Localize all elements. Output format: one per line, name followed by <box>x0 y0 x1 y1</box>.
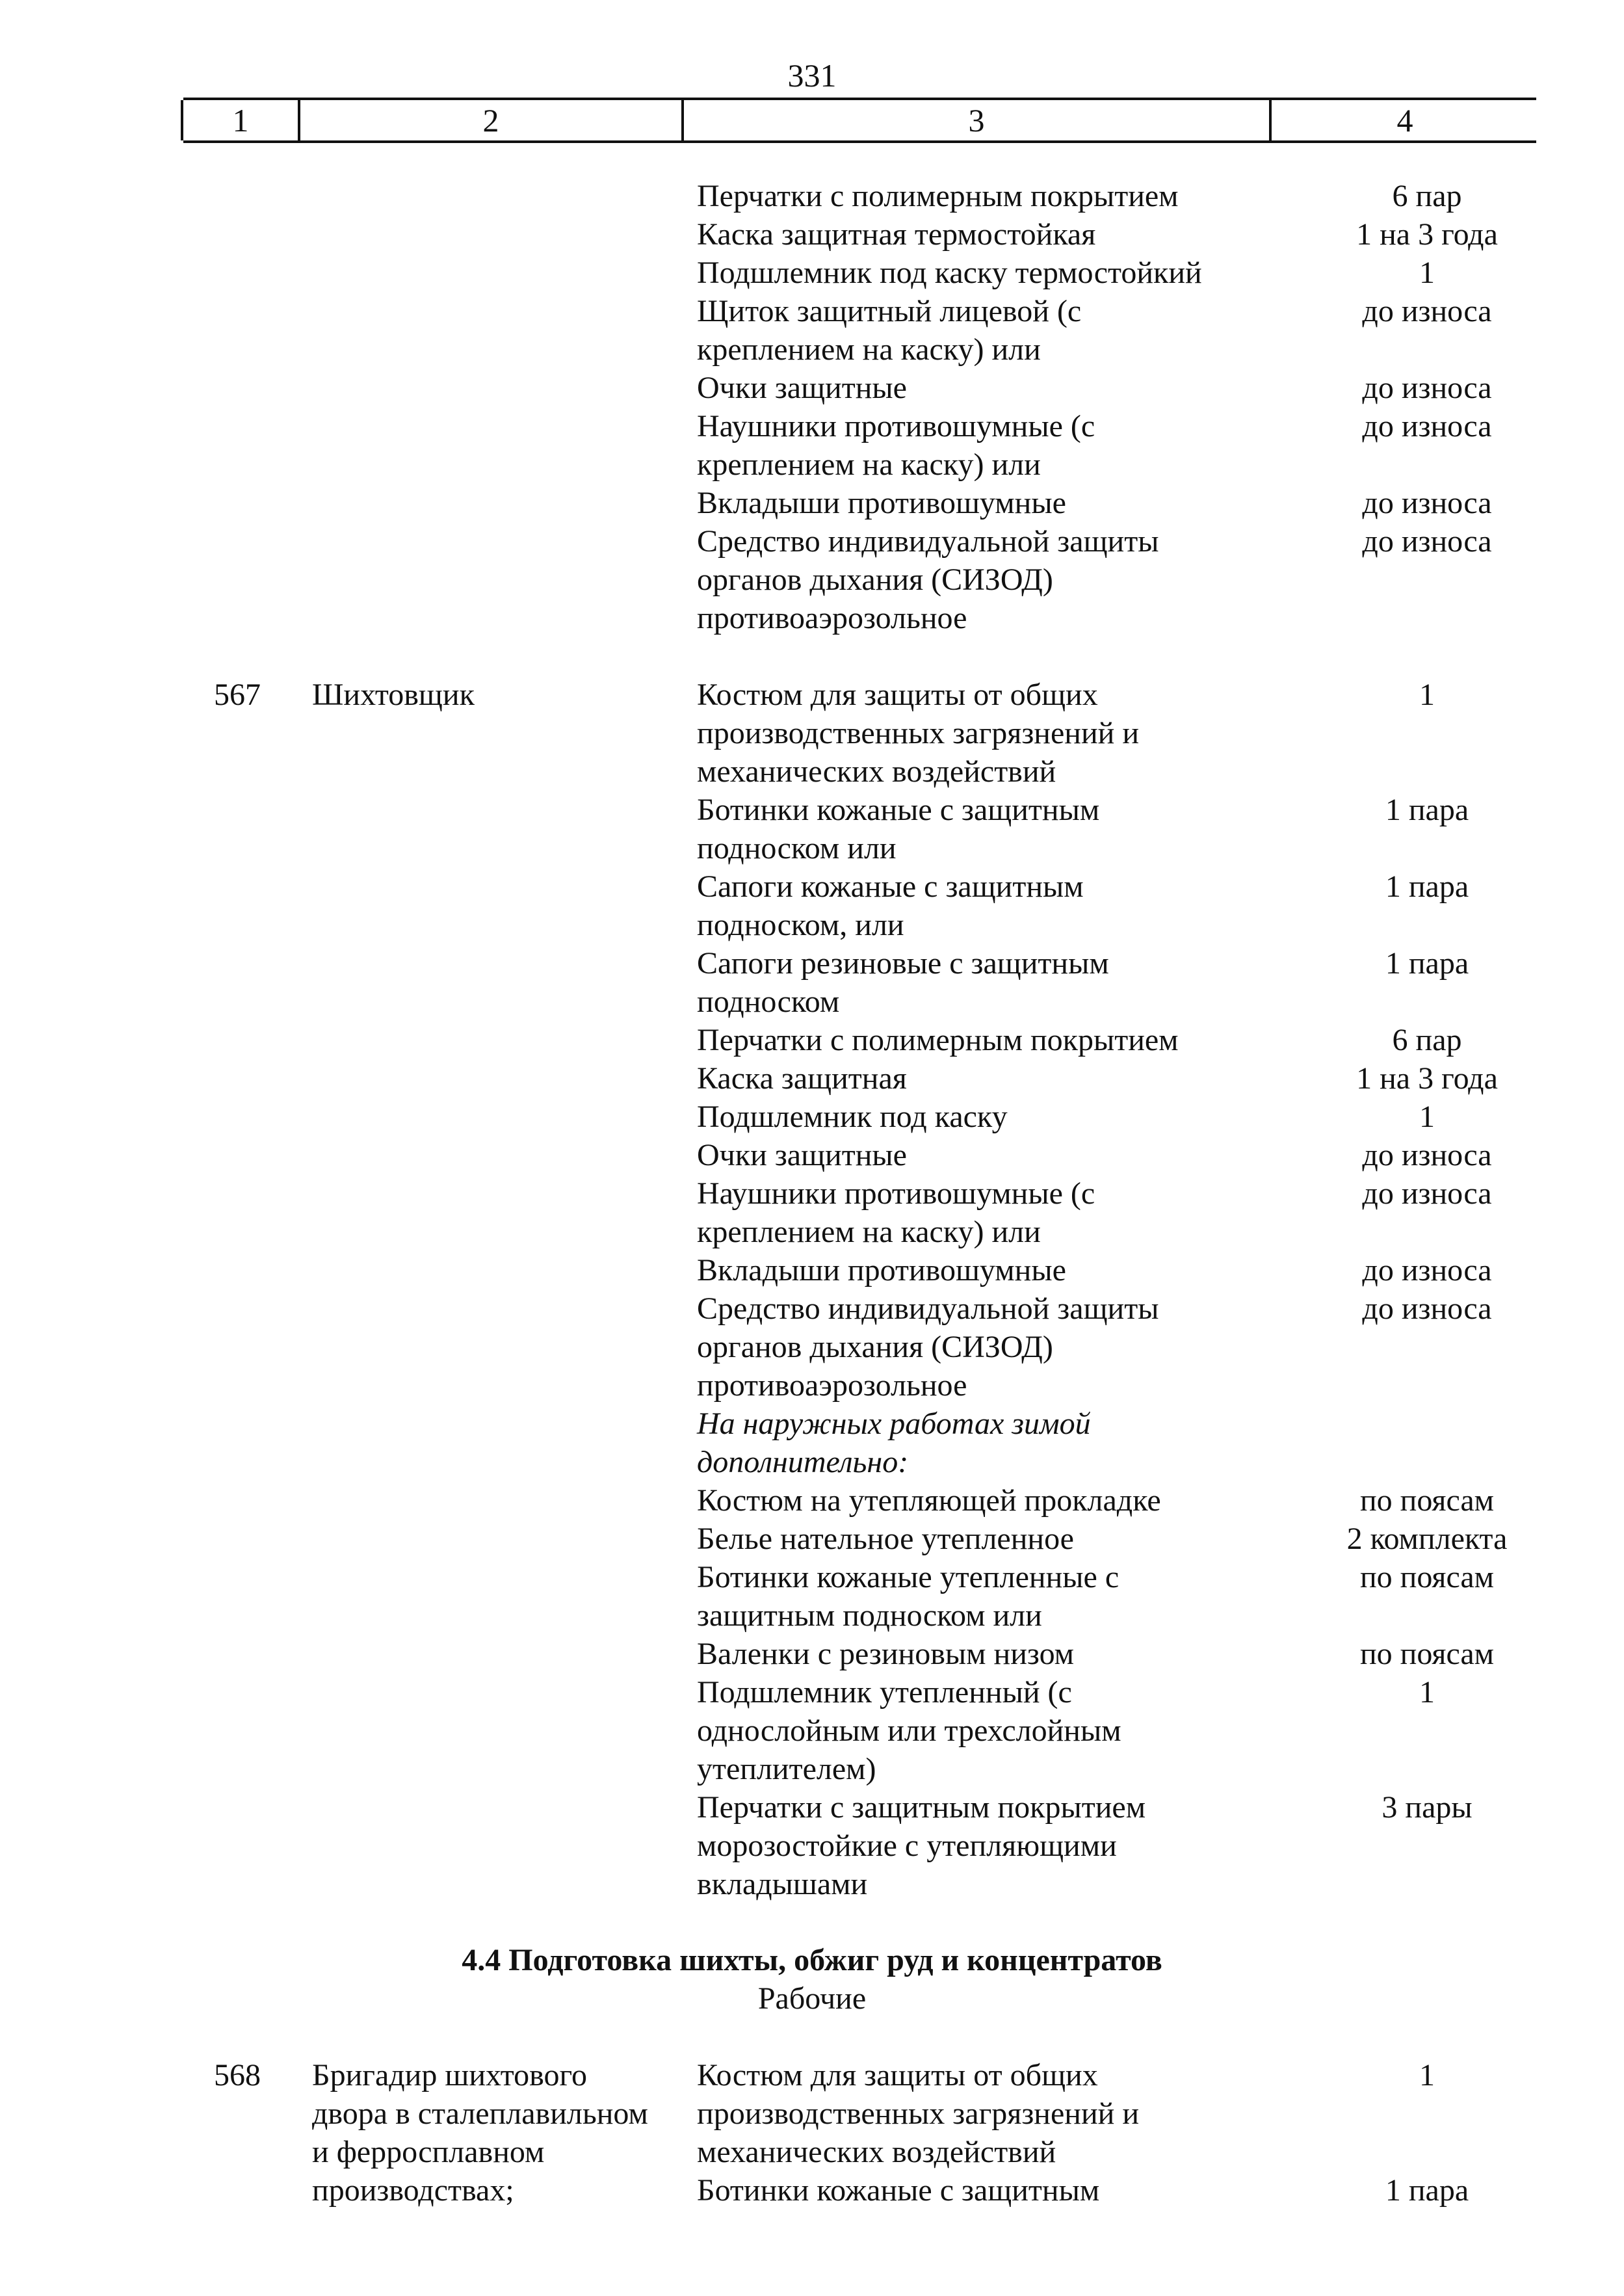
item-text: органов дыхания (СИЗОД) <box>697 562 1053 597</box>
profession-name: двора в сталеплавильном <box>312 2096 648 2131</box>
quantity: 1 <box>1419 256 1435 290</box>
quantity: 1 на 3 года <box>1356 1061 1498 1096</box>
quantity: 1 <box>1419 678 1435 712</box>
item-text: Вкладыши противошумные <box>697 1253 1066 1287</box>
item-text: Каска защитная термостойкая <box>697 217 1096 252</box>
quantity: до износа <box>1362 294 1492 328</box>
header-col-1: 1 <box>232 102 249 139</box>
quantity: до износа <box>1362 1291 1492 1326</box>
item-text: Валенки с резиновым низом <box>697 1637 1075 1671</box>
item-text: креплением на каску) или <box>697 332 1041 367</box>
page-number: 331 <box>787 57 837 94</box>
quantity: до износа <box>1362 1138 1492 1172</box>
entry-number: 568 <box>214 2058 261 2092</box>
item-text: Ботинки кожаные с защитным <box>697 2173 1100 2208</box>
quantity: 1 <box>1419 1675 1435 1709</box>
item-text: Ботинки кожаные с защитным <box>697 793 1100 827</box>
item-text: Очки защитные <box>697 371 907 405</box>
winter-note: На наружных работах зимой <box>697 1406 1091 1441</box>
quantity: по поясам <box>1359 1637 1495 1671</box>
winter-note: дополнительно: <box>697 1445 909 1479</box>
item-text: Перчатки с полимерным покрытием <box>697 1023 1179 1057</box>
profession-name: и ферросплавном <box>312 2135 545 2169</box>
item-text: Сапоги кожаные с защитным <box>697 869 1084 904</box>
quantity: 6 пар <box>1392 1023 1462 1057</box>
item-text: противоаэрозольное <box>697 601 967 635</box>
item-text: Ботинки кожаные утепленные с <box>697 1560 1120 1594</box>
item-text: утеплителем) <box>697 1752 876 1786</box>
item-text: производственных загрязнений и <box>697 2096 1140 2131</box>
quantity: 2 комплекта <box>1346 1522 1508 1556</box>
item-text: креплением на каску) или <box>697 447 1041 482</box>
item-text: Средство индивидуальной защиты <box>697 524 1159 559</box>
quantity: 3 пары <box>1382 1790 1473 1825</box>
item-text: Костюм на утепляющей прокладке <box>697 1483 1161 1518</box>
quantity: 6 пар <box>1392 179 1462 213</box>
item-text: Перчатки с защитным покрытием <box>697 1790 1146 1825</box>
quantity: 1 <box>1419 1100 1435 1134</box>
item-text: подноском, или <box>697 908 904 942</box>
quantity: 1 <box>1419 2058 1435 2092</box>
item-text: морозостойкие с утепляющими <box>697 1828 1117 1863</box>
quantity: 1 на 3 года <box>1356 217 1498 252</box>
item-text: защитным подноском или <box>697 1598 1042 1633</box>
header-col-4: 4 <box>1396 102 1413 139</box>
item-text: Перчатки с полимерным покрытием <box>697 179 1179 213</box>
quantity: до износа <box>1362 524 1492 559</box>
item-text: Наушники противошумные (с <box>697 1176 1095 1211</box>
item-text: однослойным или трехслойным <box>697 1713 1121 1748</box>
profession-name: производствах; <box>312 2173 514 2208</box>
table-header <box>183 98 1536 143</box>
header-col-2: 2 <box>482 102 499 139</box>
item-text: Белье нательное утепленное <box>697 1522 1074 1556</box>
quantity: по поясам <box>1359 1483 1495 1518</box>
quantity: до износа <box>1362 1176 1492 1211</box>
item-text: Подшлемник утепленный (с <box>697 1675 1072 1709</box>
section-subtitle: Рабочие <box>757 1981 867 2016</box>
quantity: до износа <box>1362 1253 1492 1287</box>
item-text: подноском или <box>697 831 897 865</box>
item-text: Вкладыши противошумные <box>697 486 1066 520</box>
item-text: креплением на каску) или <box>697 1215 1041 1249</box>
item-text: Очки защитные <box>697 1138 907 1172</box>
item-text: вкладышами <box>697 1867 868 1901</box>
item-text: Подшлемник под каску термостойкий <box>697 256 1202 290</box>
item-text: Подшлемник под каску <box>697 1100 1008 1134</box>
quantity: 1 пара <box>1385 946 1469 981</box>
item-text: Сапоги резиновые с защитным <box>697 946 1109 981</box>
quantity: 1 пара <box>1385 869 1469 904</box>
item-text: Средство индивидуальной защиты <box>697 1291 1159 1326</box>
item-text: механических воздействий <box>697 2135 1056 2169</box>
section-title: 4.4 Подготовка шихты, обжиг руд и концентратов <box>462 1943 1162 1977</box>
entry-number: 567 <box>214 678 261 712</box>
item-text: Щиток защитный лицевой (с <box>697 294 1082 328</box>
item-text: производственных загрязнений и <box>697 716 1140 750</box>
quantity: 1 пара <box>1385 793 1469 827</box>
item-text: Костюм для защиты от общих <box>697 678 1098 712</box>
quantity: 1 пара <box>1385 2173 1469 2208</box>
item-text: органов дыхания (СИЗОД) <box>697 1330 1053 1364</box>
quantity: до износа <box>1362 371 1492 405</box>
item-text: подноском <box>697 984 840 1019</box>
item-text: механических воздействий <box>697 754 1056 789</box>
profession-name: Шихтовщик <box>312 678 475 712</box>
quantity: по поясам <box>1359 1560 1495 1594</box>
profession-name: Бригадир шихтового <box>312 2058 587 2092</box>
item-text: Каска защитная <box>697 1061 907 1096</box>
item-text: Наушники противошумные (с <box>697 409 1095 443</box>
quantity: до износа <box>1362 486 1492 520</box>
quantity: до износа <box>1362 409 1492 443</box>
item-text: Костюм для защиты от общих <box>697 2058 1098 2092</box>
header-col-3: 3 <box>968 102 985 139</box>
item-text: противоаэрозольное <box>697 1368 967 1403</box>
